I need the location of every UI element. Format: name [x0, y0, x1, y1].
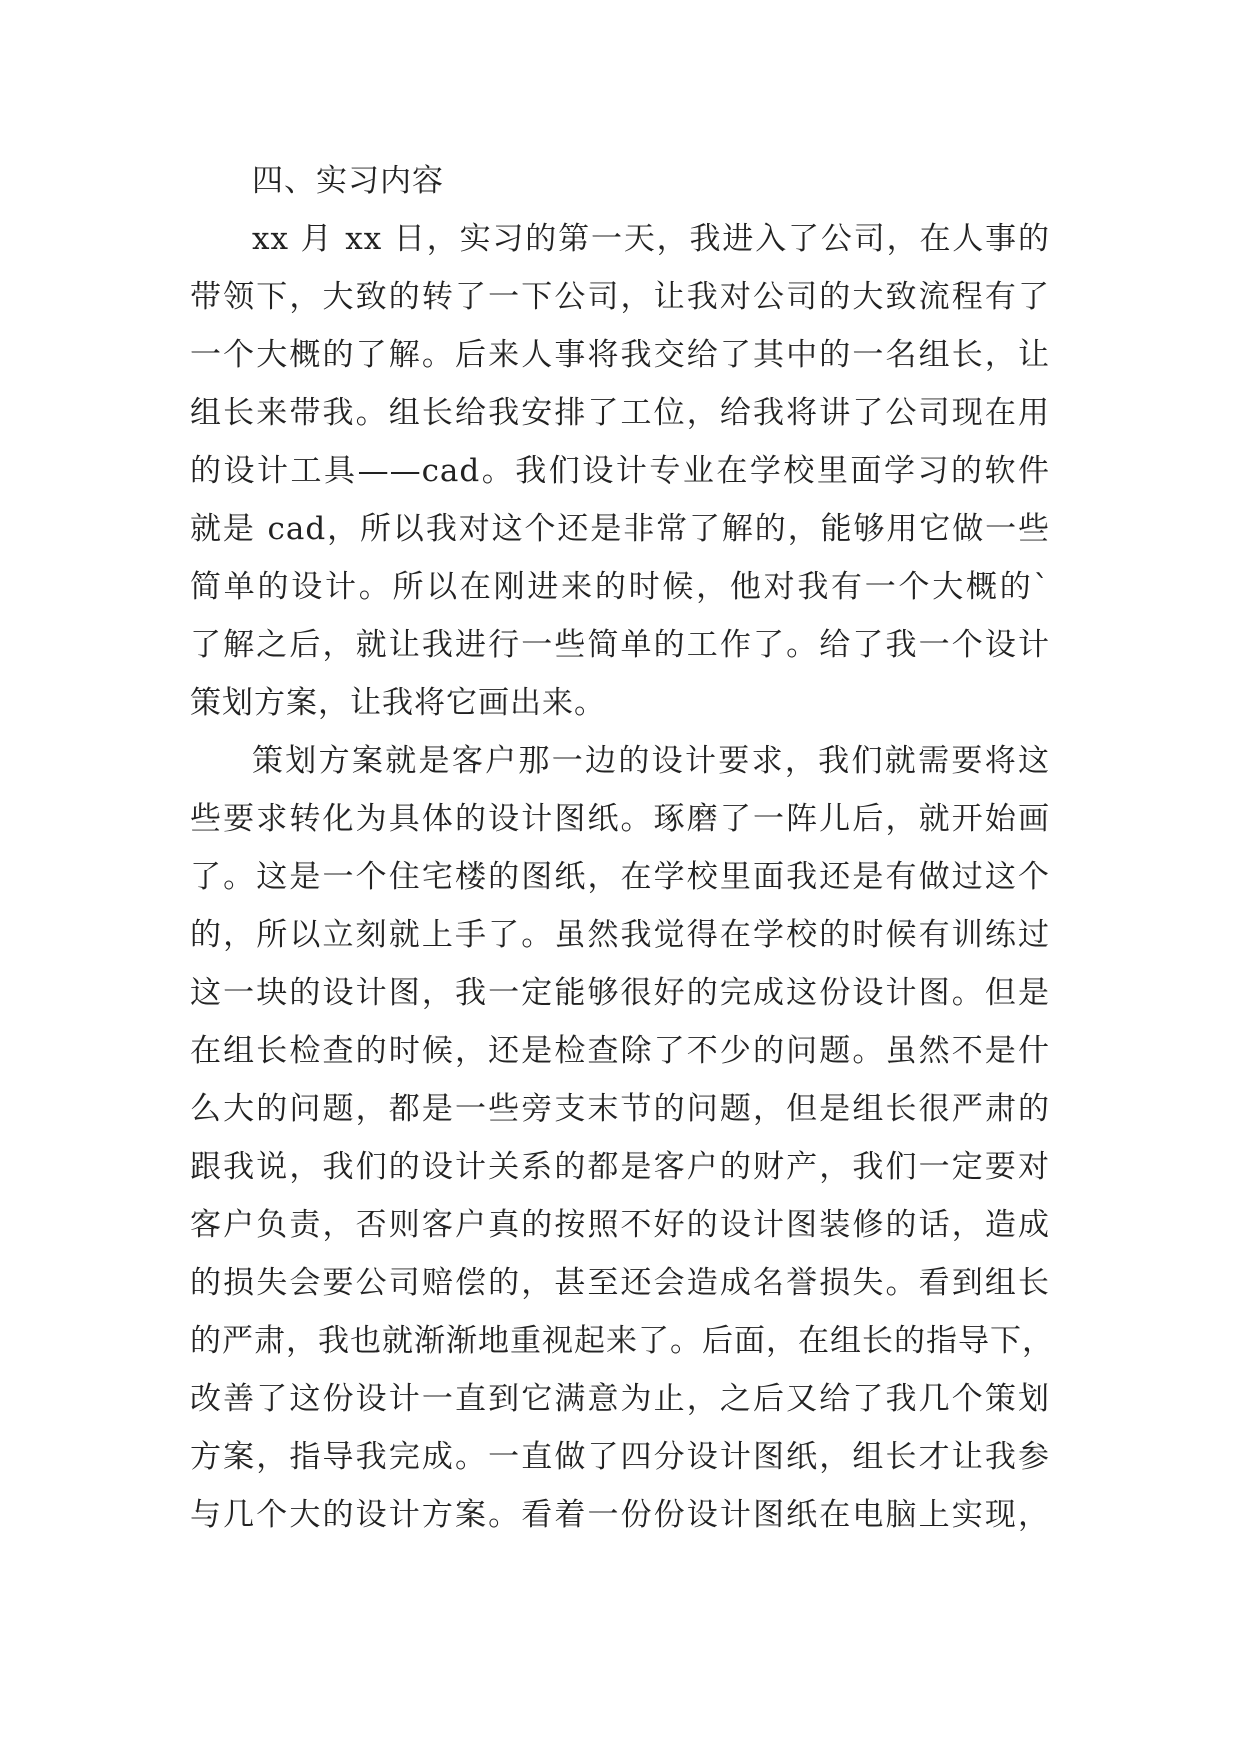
- paragraph-1-line-2: 带领下，大致的转了一下公司，让我对公司的大致流程有了: [190, 279, 1050, 315]
- paragraph-2-line-6: 在组长检查的时候，还是检查除了不少的问题。虽然不是什: [190, 1033, 1050, 1069]
- paragraph-1-line-4: 组长来带我。组长给我安排了工位，给我将讲了公司现在用: [190, 395, 1050, 431]
- document-body: [190, 152, 1054, 1544]
- paragraph-1-line-5: 的设计工具——cad。我们设计专业在学校里面学习的软件: [190, 453, 1050, 489]
- paragraph-2-line-7: 么大的问题，都是一些旁支末节的问题，但是组长很严肃的: [190, 1091, 1050, 1127]
- paragraph-2-line-5: 这一块的设计图，我一定能够很好的完成这份设计图。但是: [190, 975, 1050, 1011]
- paragraph-1-line-1: xx 月 xx 日，实习的第一天，我进入了公司，在人事的: [252, 221, 1050, 257]
- paragraph-2-line-12: 改善了这份设计一直到它满意为止，之后又给了我几个策划: [190, 1381, 1050, 1417]
- paragraph-2-line-3: 了。这是一个住宅楼的图纸，在学校里面我还是有做过这个: [190, 859, 1050, 895]
- paragraph-1-line-3: 一个大概的了解。后来人事将我交给了其中的一名组长，让: [190, 337, 1050, 373]
- paragraph-2-line-2: 些要求转化为具体的设计图纸。琢磨了一阵儿后，就开始画: [190, 801, 1050, 837]
- paragraph-2-line-8: 跟我说，我们的设计关系的都是客户的财产，我们一定要对: [190, 1149, 1050, 1185]
- paragraph-2-line-1: 策划方案就是客户那一边的设计要求，我们就需要将这: [252, 743, 1050, 779]
- paragraph-1-line-7: 简单的设计。所以在刚进来的时候，他对我有一个大概的`: [190, 569, 1050, 605]
- paragraph-2-line-9: 客户负责，否则客户真的按照不好的设计图装修的话，造成: [190, 1207, 1050, 1243]
- paragraph-2-line-13: 方案，指导我完成。一直做了四分设计图纸，组长才让我参: [190, 1439, 1050, 1475]
- paragraph-2-line-4: 的，所以立刻就上手了。虽然我觉得在学校的时候有训练过: [190, 917, 1050, 953]
- section-heading: 四、实习内容: [252, 163, 444, 199]
- paragraph-2-line-10: 的损失会要公司赔偿的，甚至还会造成名誉损失。看到组长: [190, 1265, 1050, 1301]
- paragraph-2-line-11: 的严肃，我也就渐渐地重视起来了。后面，在组长的指导下，: [190, 1323, 1054, 1359]
- paragraph-1-line-6: 就是 cad，所以我对这个还是非常了解的，能够用它做一些: [190, 511, 1050, 547]
- paragraph-1-line-9: 策划方案，让我将它画出来。: [190, 685, 606, 721]
- paragraph-2-line-14: 与几个大的设计方案。看着一份份设计图纸在电脑上实现，: [190, 1497, 1050, 1533]
- paragraph-1-line-8: 了解之后，就让我进行一些简单的工作了。给了我一个设计: [190, 627, 1050, 663]
